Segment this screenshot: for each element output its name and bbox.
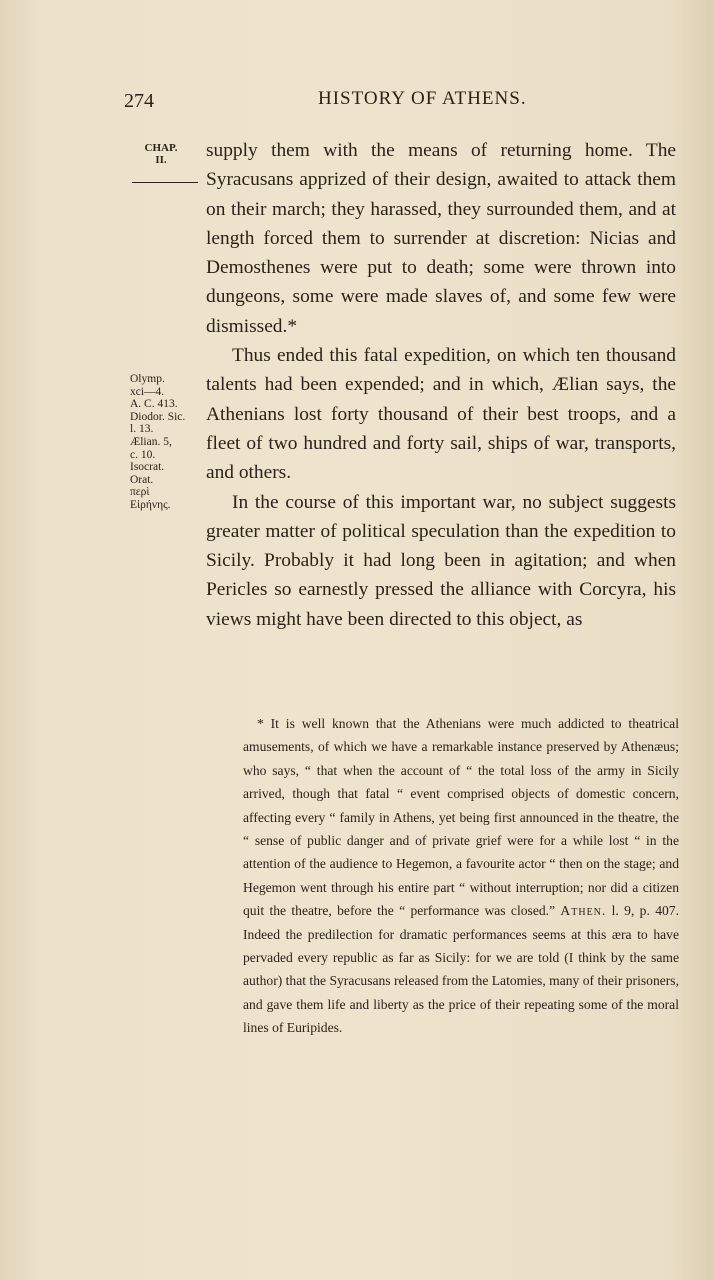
chapter-label: CHAP. — [144, 142, 178, 154]
running-title: HISTORY OF ATHENS. — [318, 88, 527, 109]
chapter-number: II. — [155, 154, 167, 166]
margin-note: l. 13. — [130, 423, 154, 436]
chapter-marker — [135, 142, 187, 166]
chapter-rule — [132, 182, 198, 183]
footnote-text — [243, 712, 679, 1040]
margin-notes — [130, 373, 210, 512]
paragraph-2: Thus ended this fatal expedition, on which ten thousand talents had been expended; and in which, Ælian says, the Athenians lost forty thousand of their best troops, and a fleet of two hundred and forty sail, ships of war, transports, and others. — [206, 345, 676, 484]
margin-note: περὶ — [130, 486, 150, 499]
footnote-body-continued: Indeed the predilection for dramatic performances seems at this æra to have pervaded every republic as far as Sicily: for we are told (I think by the same author) that the Syracusans released from the Latomies, many of their prisoners, and gave them life and liberty as the price of their repeating some of the moral lines of Euripides. — [243, 926, 679, 1036]
margin-note: xci—4. — [130, 385, 165, 398]
footnote-citation: Athen. — [560, 903, 607, 919]
margin-note: Isocrat. — [130, 461, 165, 474]
margin-note: c. 10. — [130, 448, 156, 461]
main-text — [206, 136, 676, 634]
margin-note: Εἰρήνης. — [130, 498, 171, 511]
paragraph-1: supply them with the means of returning home. The Syracusans apprized of their design, awaited to attack them on their march; they harassed, they surrounded them, and at length forced them to surrender at discretion: Nicias and Demosthenes were put to death; some were thrown into dungeons, some were made slaves of, and some few were dismissed.* — [206, 140, 676, 337]
margin-note: Orat. — [130, 473, 154, 486]
page-number: 274 — [124, 90, 154, 112]
margin-note: Diodor. Sic. — [130, 410, 186, 423]
margin-note: Ælian. 5, — [130, 435, 172, 448]
margin-note: Olymp. — [130, 373, 165, 385]
paragraph-3: In the course of this important war, no subject suggests greater matter of political speculation than the expedition to Sicily. Probably it had long been in agitation; and when Pericles so earnestly pressed the alliance with Corcyra, his views might have been directed to this object, as — [206, 491, 676, 630]
footnote-citation-ref: l. 9, p. 407. — [611, 903, 679, 919]
margin-note: A. C. 413. — [130, 398, 178, 411]
footnote-body: * It is well known that the Athenians were much addicted to theatrical amusements, of which we have a remarkable instance preserved by Athenæus; who says, “ that when the account of “ the total loss of the army in Sicily arrived, though that fatal “ event comprised objects of domestic concern, affecting every “ family in Athens, yet being first announced in the theatre, the “ sense of public danger and of private grief were for a while lost “ in the attention of the audience to Hegemon, a favourite actor “ then on the stage; and Hegemon went through his entire part “ without interruption; nor did a citizen quit the theatre, before the “ performance was closed.” — [243, 716, 679, 919]
page-header — [0, 88, 713, 118]
footnote — [243, 712, 679, 1040]
